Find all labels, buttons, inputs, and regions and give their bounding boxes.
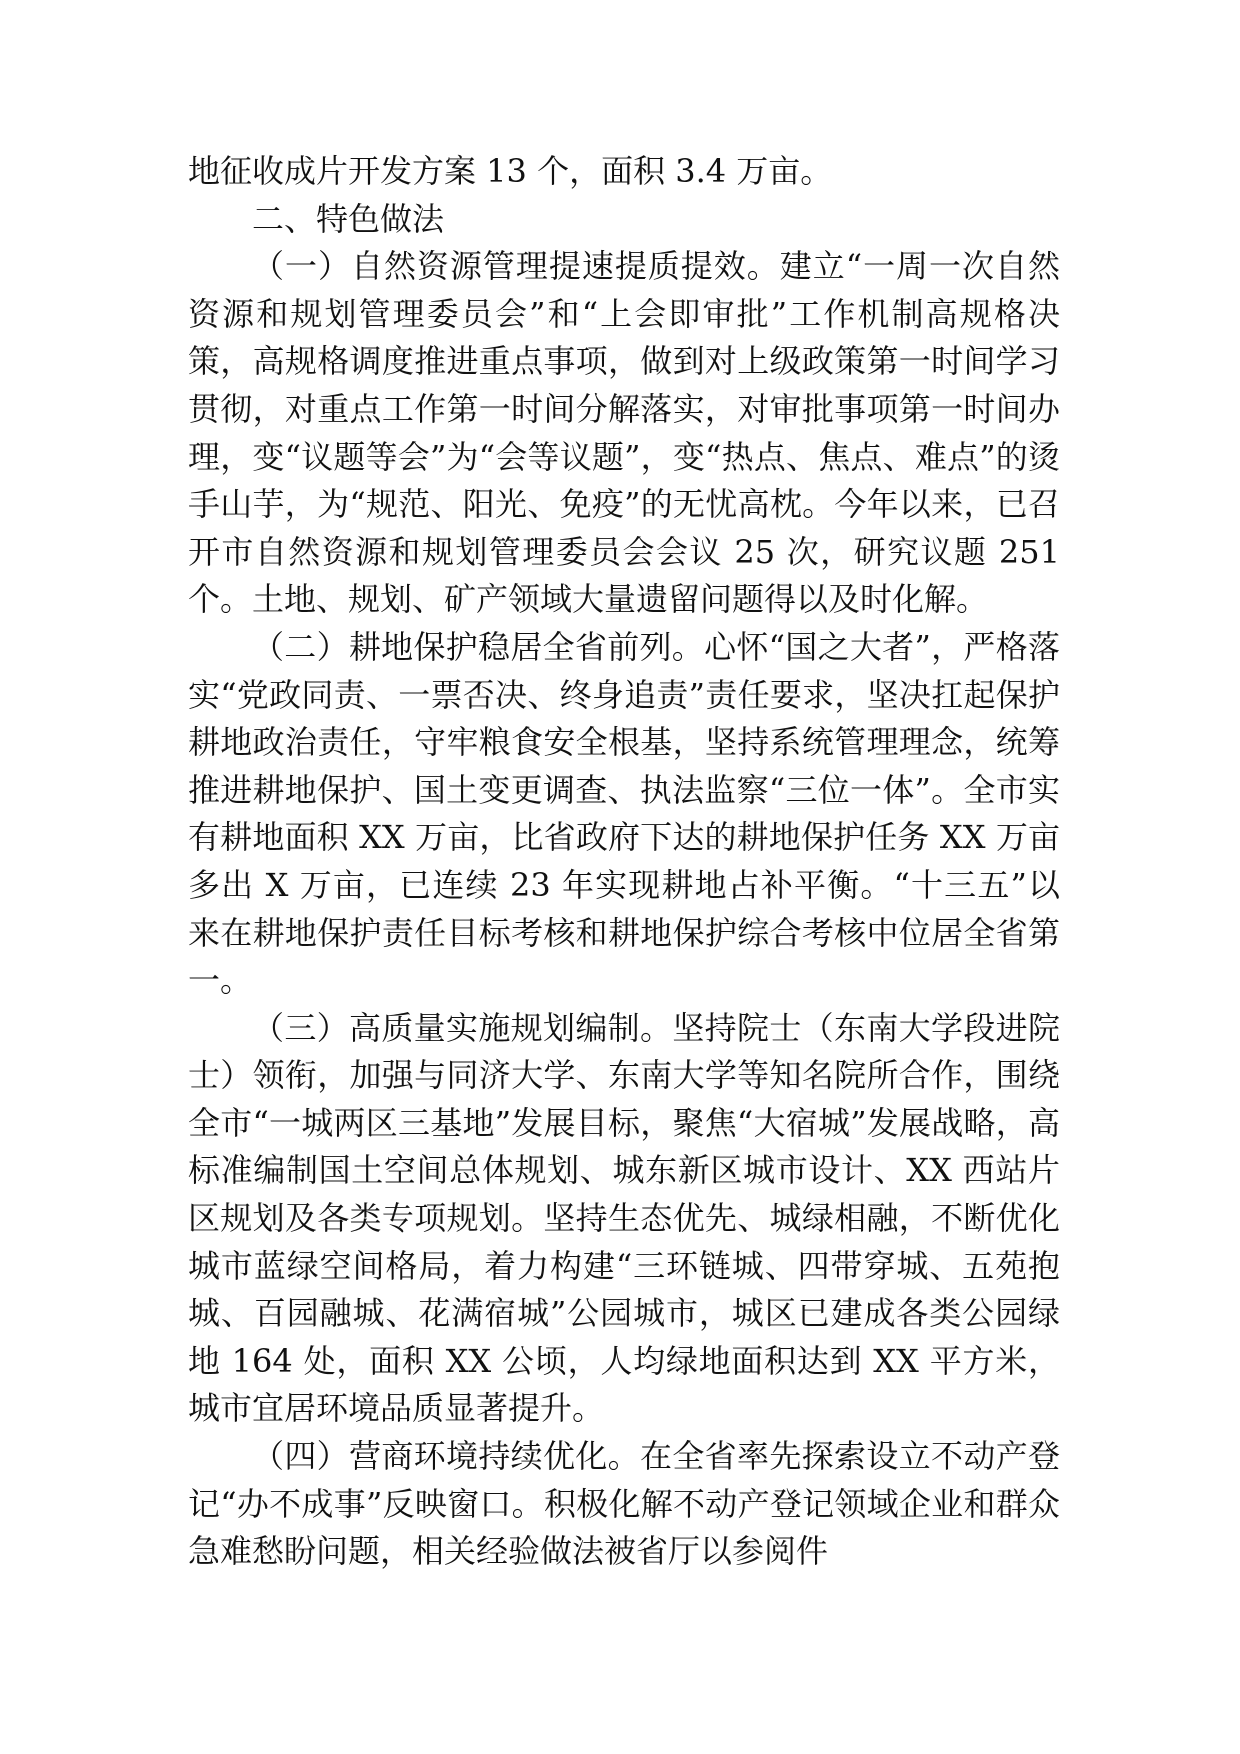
paragraph-farmland-protection: （二）耕地保护稳居全省前列。心怀“国之大者”，严格落实“党政同责、一票否决、终身追责”责任要求，坚决扛起保护耕地政治责任，守牢粮食安全根基，坚持系统管理理念，统筹推进耕地保护、国土变更调查、执法监察“三位一体”。全市实有耕地面积 XX 万亩，比省政府下达的耕地保护任务 XX 万亩多出 X 万亩，已连续 23 年实现耕地占补平衡。“十三五”以来在耕地保护责任目标考核和耕地保护综合考核中位居全省第一。 <box>188 627 1060 1000</box>
paragraph-planning: （三）高质量实施规划编制。坚持院士（东南大学段进院士）领衔，加强与同济大学、东南大学等知名院所合作，围绕全市“一城两区三基地”发展目标，聚焦“大宿城”发展战略，高标准编制国土空间总体规划、城东新区城市设计、XX 西站片区规划及各类专项规划。坚持生态优先、城绿相融，不断优化城市蓝绿空间格局，着力构建“三环链城、四带穿城、五苑抱城、百园融城、花满宿城”公园城市，城区已建成各类公园绿地 164 处，面积 XX 公顷，人均绿地面积达到 XX 平方米，城市宜居环境品质显著提升。 <box>188 1008 1060 1428</box>
section-heading: 二、特色做法 <box>252 199 445 238</box>
document-body <box>188 148 1060 1576</box>
paragraph-natural-resources: （一）自然资源管理提速提质提效。建立“一周一次自然资源和规划管理委员会”和“上会即审批”工作机制高规格决策，高规格调度推进重点事项，做到对上级政策第一时间学习贯彻，对重点工作第一时间分解落实，对审批事项第一时间办理，变“议题等会”为“会等议题”，变“热点、焦点、难点”的烫手山芋，为“规范、阳光、免疫”的无忧高枕。今年以来，已召开市自然资源和规划管理委员会会议 25 次，研究议题 251 个。土地、规划、矿产领域大量遗留问题得以及时化解。 <box>188 247 1060 619</box>
paragraph-continuation: 地征收成片开发方案 13 个，面积 3.4 万亩。 <box>188 152 833 190</box>
paragraph-business-environment: （四）营商环境持续优化。在全省率先探索设立不动产登记“办不成事”反映窗口。积极化解不动产登记领域企业和群众急难愁盼问题，相关经验做法被省厅以参阅件 <box>188 1437 1060 1571</box>
